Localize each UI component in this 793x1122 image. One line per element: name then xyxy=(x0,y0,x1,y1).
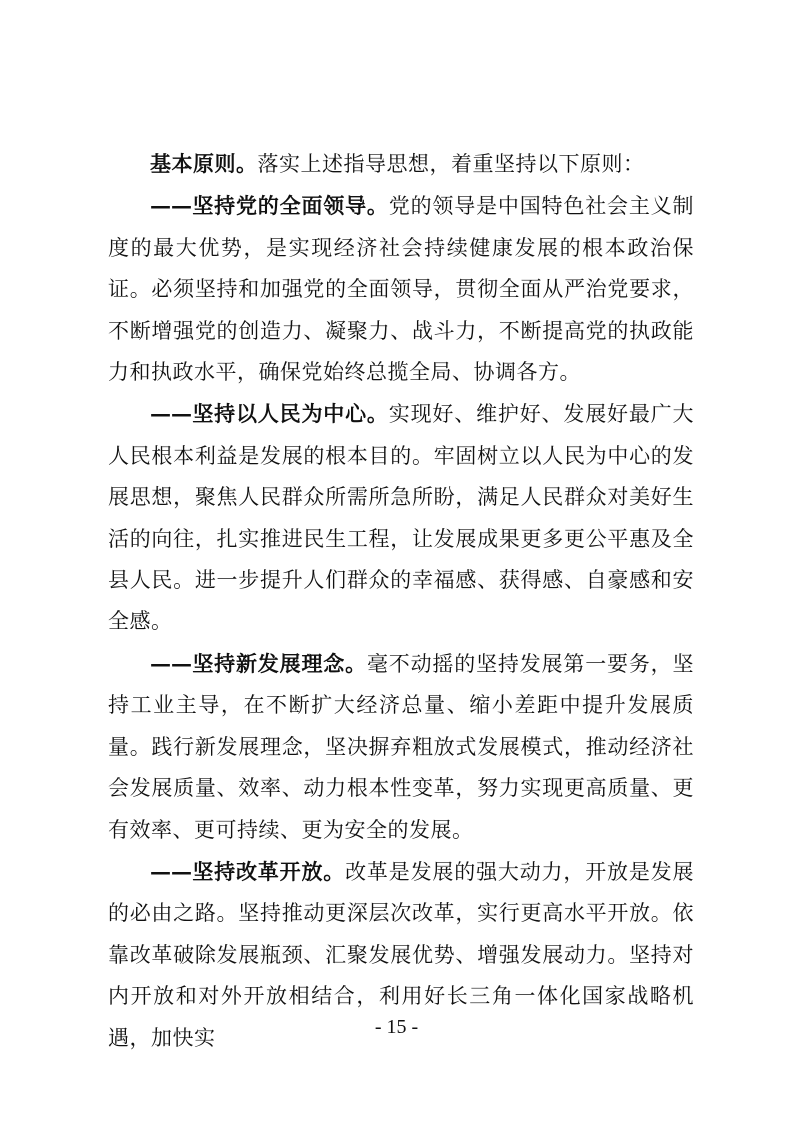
principle-heading: 坚持以人民为中心。 xyxy=(192,401,389,427)
principle-text: 实现好、维护好、发展好最广大人民根本利益是发展的根本目的。牢固树立以人民为中心的发展思想，聚焦人民群众所需所急所盼，满足人民群众对美好生活的向往，扎实推进民生工程，让发展成果更多更公平惠及全县人民。进一步提升人们群众的幸福感、获得感、自豪感和安全感。 xyxy=(108,402,695,634)
em-dash: —— xyxy=(150,858,192,884)
principle-paragraph-new-development xyxy=(108,643,694,851)
page-number: - 15 - xyxy=(374,1016,419,1038)
principle-text: 毫不动摇的坚持发展第一要务，坚持工业主导，在不断扩大经济总量、缩小差距中提升发展质量。践行新发展理念，坚决摒弃粗放式发展模式，推动经济社会发展质量、效率、动力根本性变革，努力实现更高质量、更有效率、更可持续、更为安全的发展。 xyxy=(108,651,695,842)
principle-heading: 坚持改革开放。 xyxy=(192,858,346,884)
principle-heading: 坚持新发展理念。 xyxy=(192,650,367,676)
principle-text: 党的领导是中国特色社会主义制度的最大优势，是实现经济社会持续健康发展的根本政治保证。必须坚持和加强党的全面领导，贯彻全面从严治党要求，不断增强党的创造力、凝聚力、战斗力，不断提高党的执政能力和执政水平，确保党始终总揽全局、协调各方。 xyxy=(108,194,695,385)
intro-heading: 基本原则。 xyxy=(150,151,258,176)
principle-text: 改革是发展的强大动力，开放是发展的必由之路。坚持推动更深层次改革，实行更高水平开放。依靠改革破除发展瓶颈、汇聚发展优势、增强发展动力。坚持对内开放和对外开放相结合，利用好长三角一体化国家战略机遇，加快实 xyxy=(108,859,694,1050)
intro-text: 落实上述指导思想，着重坚持以下原则： xyxy=(257,152,645,176)
principle-heading: 坚持党的全面领导。 xyxy=(192,193,389,219)
em-dash: —— xyxy=(150,650,192,676)
em-dash: —— xyxy=(150,401,192,427)
em-dash: —— xyxy=(150,193,192,219)
principle-paragraph-people-centered xyxy=(108,393,694,642)
document-body xyxy=(108,143,694,1059)
intro-paragraph xyxy=(108,143,694,185)
principle-paragraph-party-leadership xyxy=(108,185,694,393)
